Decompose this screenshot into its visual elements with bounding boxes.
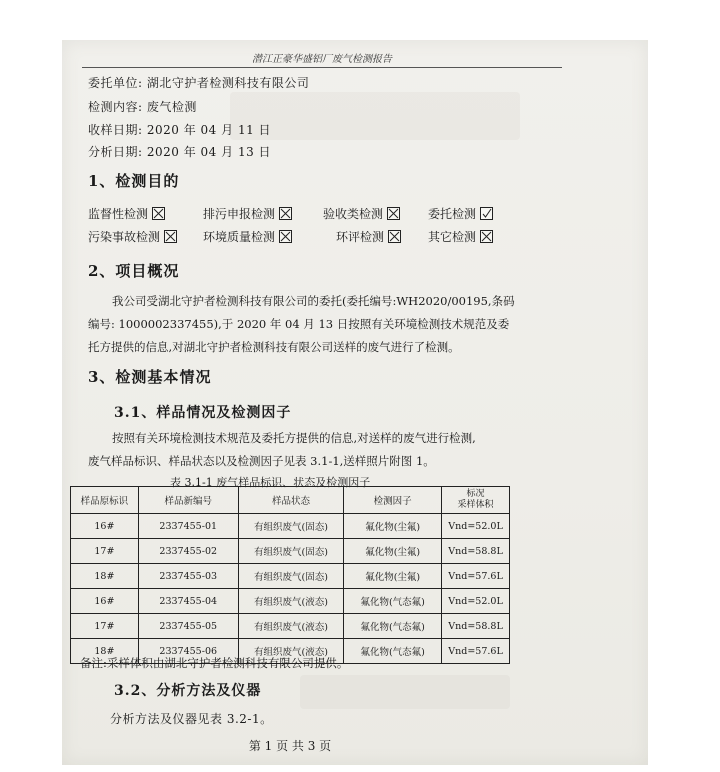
meta-label: 收样日期: <box>88 123 143 137</box>
cross-icon <box>388 230 401 243</box>
checkbox-label: 验收类检测 <box>323 207 384 221</box>
section-2-title: 2、项目概况 <box>88 262 180 280</box>
table-cell: 17# <box>71 614 139 639</box>
checkbox-commissioned <box>428 205 493 222</box>
table-cell: 有组织废气(液态) <box>238 639 344 664</box>
checkbox-label: 其它检测 <box>428 230 477 244</box>
paragraph-line: 按照有关环境检测技术规范及委托方提供的信息,对送样的废气进行检测, <box>112 431 476 445</box>
meta-client <box>88 74 309 91</box>
meta-received-date <box>88 121 271 138</box>
checkbox-eia <box>336 228 401 245</box>
meta-label: 分析日期: <box>88 145 143 159</box>
table-cell: 2337455-03 <box>138 564 238 589</box>
header-original-id: 样品原标识 <box>71 487 139 514</box>
cross-icon <box>480 230 493 243</box>
meta-value: 湖北守护者检测科技有限公司 <box>146 76 310 90</box>
table-cell: 16# <box>71 589 139 614</box>
table-cell: 氟化物(尘氟) <box>344 539 442 564</box>
table-cell: 2337455-05 <box>138 614 238 639</box>
table-cell: 2337455-02 <box>138 539 238 564</box>
checkbox-discharge-report <box>203 205 292 222</box>
check-icon <box>480 207 493 220</box>
meta-value: 废气检测 <box>146 100 197 114</box>
table-row <box>71 589 510 614</box>
checkbox-supervision <box>88 205 165 222</box>
table-caption: 表 3.1-1 废气样品标识、状态及检测因子 <box>170 476 371 489</box>
section-3-title: 3、检测基本情况 <box>88 368 212 386</box>
meta-label: 委托单位: <box>88 76 143 90</box>
meta-value: 2020 年 04 月 13 日 <box>146 145 272 159</box>
bleed-through-shadow <box>230 92 520 140</box>
cross-icon <box>279 230 292 243</box>
checkbox-label: 排污申报检测 <box>203 207 276 221</box>
section-3-1-title: 3.1、样品情况及检测因子 <box>114 405 292 421</box>
checkbox-other <box>428 228 493 245</box>
header-line: 标况 <box>466 489 485 499</box>
table-cell: 有组织废气(固态) <box>238 564 344 589</box>
table-cell: Vnd=52.0L <box>442 589 510 614</box>
table-row <box>71 514 510 539</box>
method-reference: 分析方法及仪器见表 3.2-1。 <box>110 712 273 726</box>
checkbox-acceptance <box>323 205 400 222</box>
header-new-number: 样品新编号 <box>138 487 238 514</box>
paragraph-line: 废气样品标识、样品状态以及检测因子见表 3.1-1,送样照片附图 1。 <box>88 454 435 468</box>
table-cell: Vnd=58.8L <box>442 614 510 639</box>
sample-description <box>88 427 526 473</box>
meta-analysis-date <box>88 143 271 160</box>
cross-icon <box>387 207 400 220</box>
page-number: 第 1 页 共 3 页 <box>248 739 332 753</box>
table-cell: Vnd=52.0L <box>442 514 510 539</box>
table-cell: 18# <box>71 564 139 589</box>
table-cell: 氟化物(气态氟) <box>344 614 442 639</box>
meta-value: 2020 年 04 月 11 日 <box>146 123 272 137</box>
table-cell: 17# <box>71 539 139 564</box>
table-cell: 有组织废气(固态) <box>238 539 344 564</box>
project-overview <box>88 290 526 359</box>
meta-content <box>88 98 197 115</box>
table-cell: 氟化物(气态氟) <box>344 639 442 664</box>
paragraph-line: 编号: 1000002337455),于 2020 年 04 月 13 日按照有关环境检测技术规范及委 <box>88 317 510 331</box>
table-row <box>71 614 510 639</box>
bleed-through-shadow <box>300 675 510 709</box>
header-line: 采样体积 <box>457 500 494 510</box>
table-cell: 有组织废气(液态) <box>238 589 344 614</box>
table-cell: 有组织废气(液态) <box>238 614 344 639</box>
checkbox-label: 委托检测 <box>428 207 477 221</box>
table-cell: 有组织废气(固态) <box>238 514 344 539</box>
table-cell: 2337455-06 <box>138 639 238 664</box>
cross-icon <box>279 207 292 220</box>
table-cell: 氟化物(尘氟) <box>344 564 442 589</box>
table-cell: 2337455-01 <box>138 514 238 539</box>
header-sample-state: 样品状态 <box>238 487 344 514</box>
table-note: 备注:采样体积由湖北守护者检测科技有限公司提供。 <box>80 656 349 670</box>
section-1-title: 1、检测目的 <box>88 172 180 190</box>
cross-icon <box>164 230 177 243</box>
table-cell: Vnd=57.6L <box>442 639 510 664</box>
cross-icon <box>152 207 165 220</box>
header-test-factor: 检测因子 <box>344 487 442 514</box>
table-cell: 氟化物(气态氟) <box>344 589 442 614</box>
sample-table <box>70 486 510 664</box>
table-cell: 氟化物(尘氟) <box>344 514 442 539</box>
checkbox-environment-quality <box>203 228 292 245</box>
table-cell: 2337455-04 <box>138 589 238 614</box>
table-cell: Vnd=57.6L <box>442 564 510 589</box>
meta-label: 检测内容: <box>88 100 143 114</box>
section-3-2-title: 3.2、分析方法及仪器 <box>114 683 262 699</box>
table-row <box>71 539 510 564</box>
table-row <box>71 564 510 589</box>
checkbox-label: 环境质量检测 <box>203 230 276 244</box>
checkbox-label: 环评检测 <box>336 230 385 244</box>
checkbox-label: 监督性检测 <box>88 207 149 221</box>
header-sampling-volume <box>442 487 510 514</box>
table-cell: 18# <box>71 639 139 664</box>
checkbox-pollution-accident <box>88 228 177 245</box>
paragraph-line: 我公司受湖北守护者检测科技有限公司的委托(委托编号:WH2020/00195,条码 <box>112 294 515 308</box>
checkbox-label: 污染事故检测 <box>88 230 161 244</box>
table-header-row <box>71 487 510 514</box>
report-header: 潜江正豪华盛铝厂废气检测报告 <box>82 50 562 68</box>
table-cell: 16# <box>71 514 139 539</box>
paragraph-line: 托方提供的信息,对湖北守护者检测科技有限公司送样的废气进行了检测。 <box>88 340 460 354</box>
table-cell: Vnd=58.8L <box>442 539 510 564</box>
